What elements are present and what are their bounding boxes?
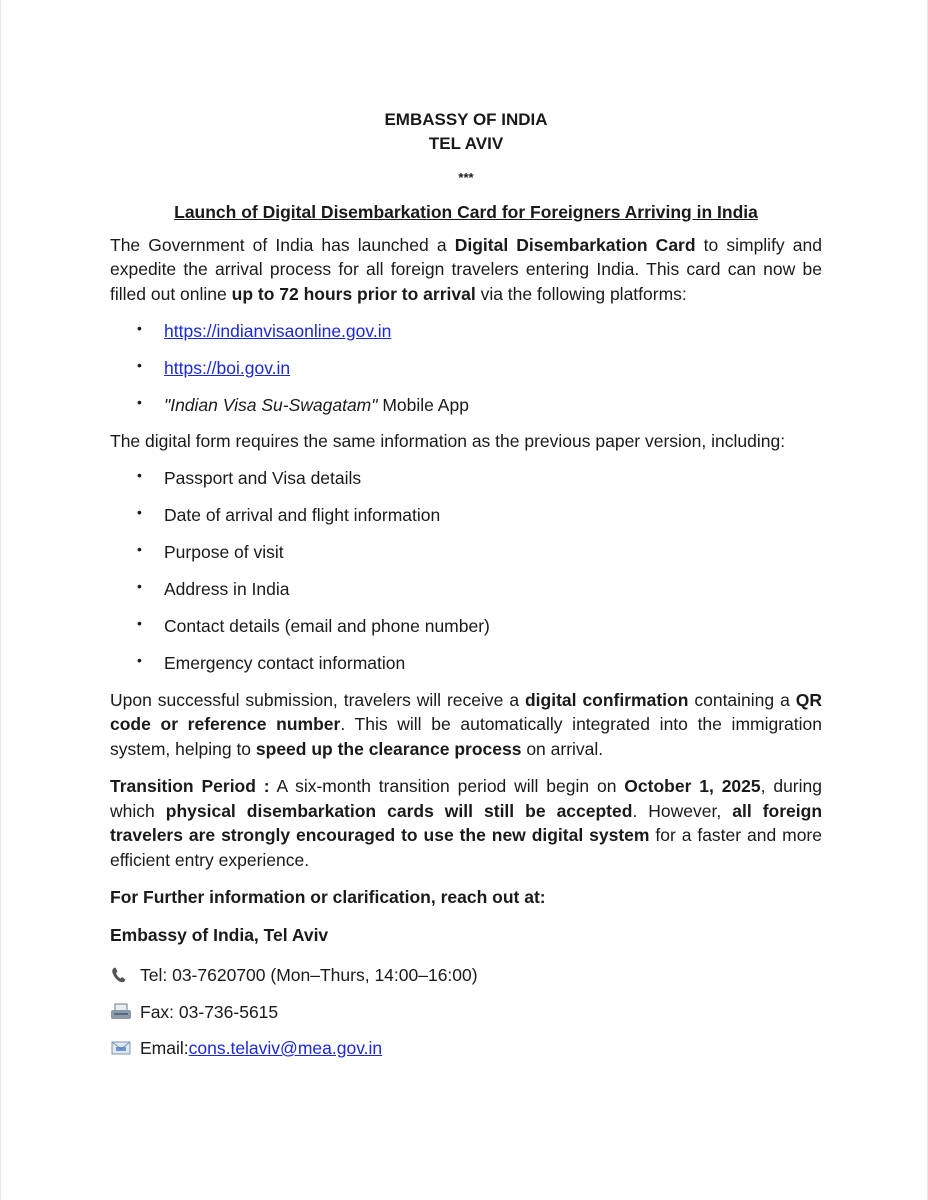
city-heading: TEL AVIV: [428, 134, 504, 153]
list-item: • Date of arrival and flight information: [110, 503, 822, 528]
form-intro: The digital form requires the same information as the previous paper version, including:: [110, 431, 786, 451]
envelope-icon: [110, 1039, 132, 1057]
list-item: • Passport and Visa details: [110, 466, 822, 491]
bullet-icon: •: [137, 652, 142, 668]
list-item: • "Indian Visa Su-Swagatam" Mobile App: [110, 393, 822, 418]
bullet-icon: •: [137, 615, 142, 631]
embassy-heading: EMBASSY OF INDIA: [384, 110, 548, 129]
intro-paragraph: The Government of India has launched a Digital Disembarkation Card to simplify and expedite the arrival process for all foreign travelers entering India. This card can now be filled out online up to 72 hours prior to arrival via the following platforms:: [110, 234, 822, 304]
document-body: [110, 108, 822, 1061]
bullet-icon: •: [137, 541, 142, 557]
transition-paragraph: Transition Period : A six-month transition period will begin on October 1, 2025, during which physical disembarkation cards will still be accepted. However, all foreign travelers are strongly encouraged to use the new digital system for a faster and more efficient entry experience.: [110, 776, 823, 870]
transition-label: Transition Period :: [110, 776, 270, 796]
fax-icon: [110, 1003, 132, 1021]
list-item: • Contact details (email and phone number): [110, 614, 822, 639]
boi-link[interactable]: https://boi.gov.in: [164, 357, 291, 378]
indianvisaonline-link[interactable]: https://indianvisaonline.gov.in: [164, 320, 392, 341]
separator-stars: ***: [458, 170, 474, 185]
list-item: [110, 319, 822, 344]
app-name: "Indian Visa Su-Swagatam": [164, 394, 378, 415]
list-item: • Emergency contact information: [110, 651, 822, 676]
contact-email: Email: cons.telaviv@mea.gov.in: [110, 1036, 822, 1061]
telephone-icon: [110, 966, 132, 984]
bullet-icon: •: [137, 319, 142, 336]
contact-tel: Tel: 03-7620700 (Mon–Thurs, 14:00–16:00): [110, 963, 822, 988]
list-item: • Address in India: [110, 577, 822, 602]
bullet-icon: •: [137, 356, 142, 373]
card-name: Digital Disembarkation Card: [454, 234, 696, 255]
platform-list: [110, 319, 822, 418]
time-window: up to 72 hours prior to arrival: [231, 283, 476, 304]
bullet-icon: •: [137, 467, 142, 483]
contact-fax: Fax: 03-736-5615: [110, 1000, 822, 1025]
embassy-name: Embassy of India, Tel Aviv: [110, 924, 329, 945]
list-item: • Purpose of visit: [110, 540, 822, 565]
bullet-icon: •: [137, 578, 142, 594]
email-link[interactable]: cons.telaviv@mea.gov.in: [188, 1038, 383, 1058]
document-title: Launch of Digital Disembarkation Card for Foreigners Arriving in India: [174, 202, 758, 222]
further-info-heading: For Further information or clarification, reach out at:: [110, 887, 546, 907]
form-items-list: [110, 466, 822, 676]
list-item: [110, 356, 822, 381]
bullet-icon: •: [137, 504, 142, 520]
bullet-icon: •: [137, 393, 142, 410]
submission-paragraph: Upon successful submission, travelers will receive a digital confirmation containing a QR code or reference number. This will be automatically integrated into the immigration system, helping to speed up the clearance process on arrival.: [110, 689, 822, 759]
